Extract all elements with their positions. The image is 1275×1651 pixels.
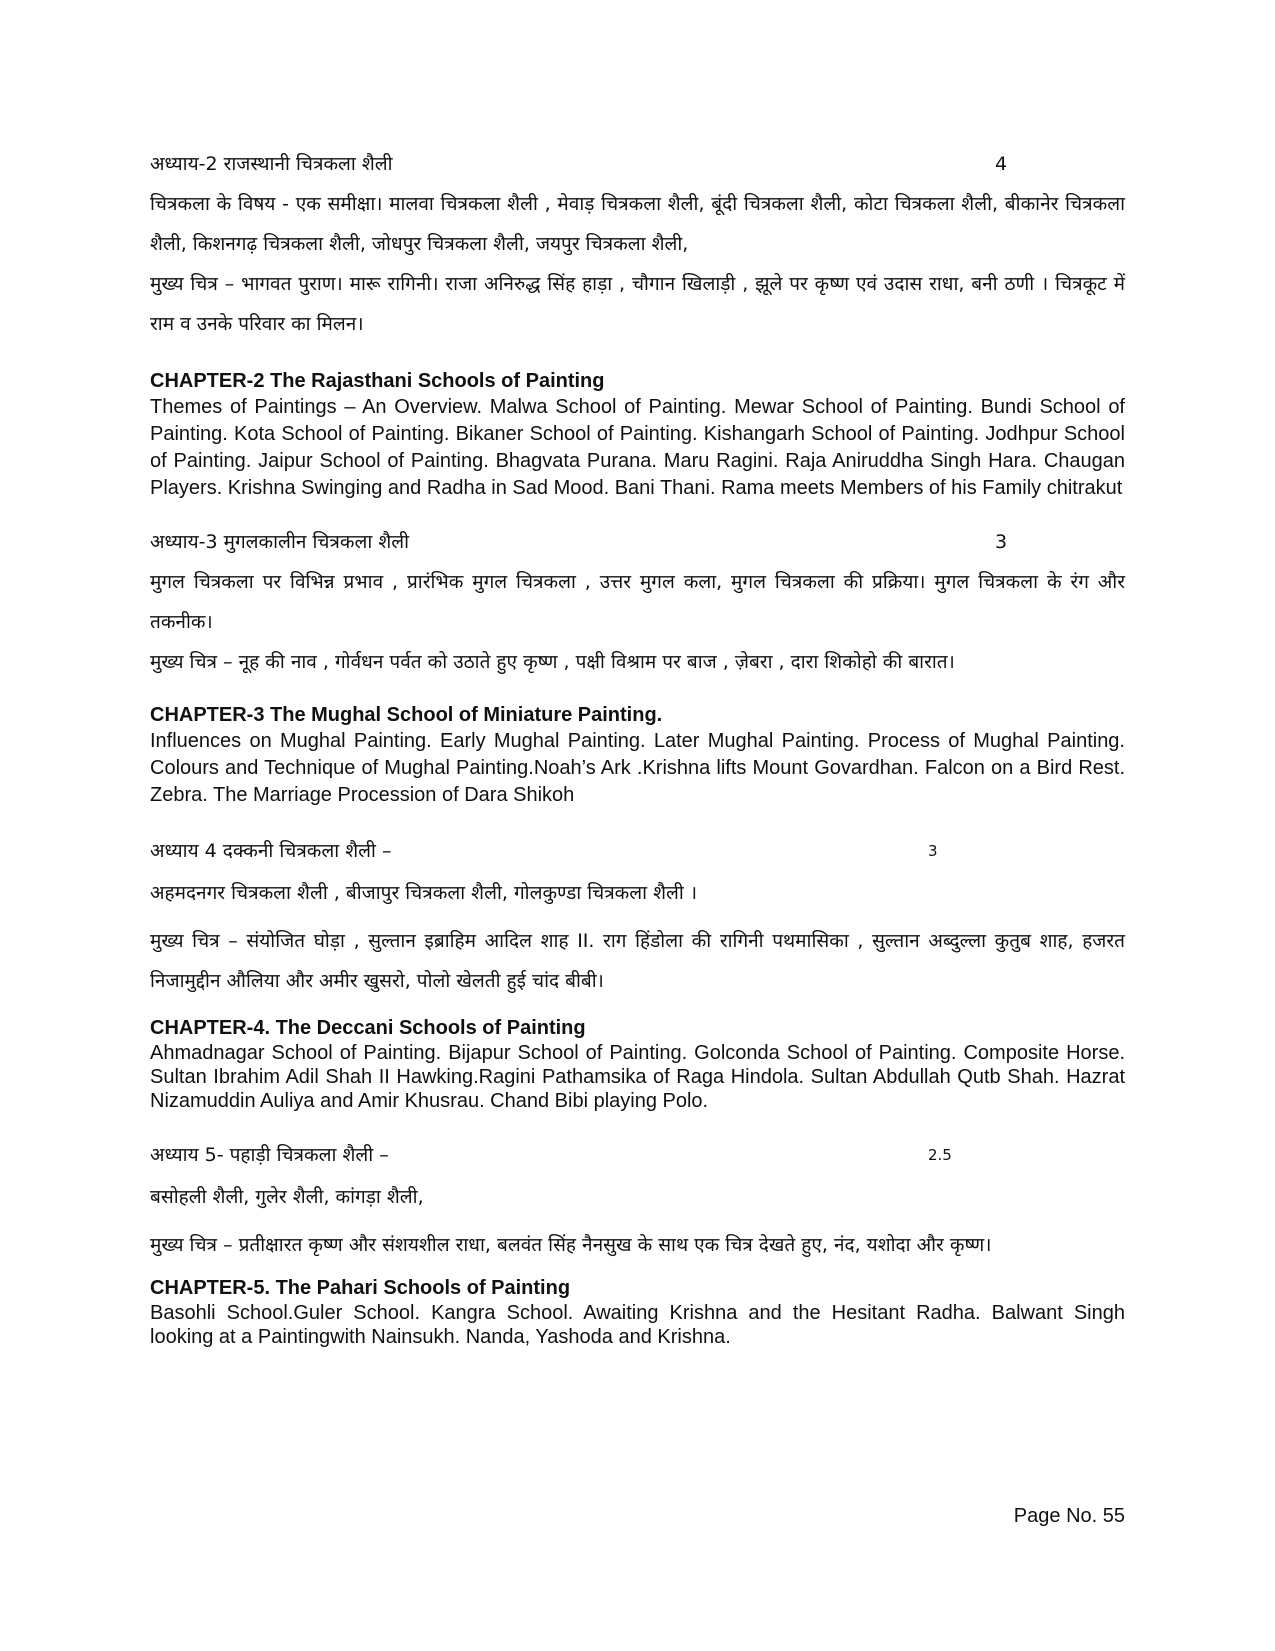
marks-value: 3 <box>928 842 938 860</box>
english-chapter-title: CHAPTER-2 The Rajasthani Schools of Painting <box>150 370 605 392</box>
english-chapter-text: Ahmadnagar School of Painting. Bijapur School of Painting. Golconda School of Painting. Composite Horse. Sultan Ibrahim Adil Shah II Hawking.Ragini Pathamsika of Raga Hindola. Sultan Abdullah Qutb Shah. Hazrat Nizamuddin Auliya and Amir Khusrau. Chand Bibi playing Polo. <box>150 1042 1125 1112</box>
english-chapter-title: CHAPTER-5. The Pahari Schools of Painting <box>150 1277 571 1299</box>
marks-value: 2.5 <box>928 1146 952 1164</box>
english-chapter-text: Basohli School.Guler School. Kangra School. Awaiting Krishna and the Hesitant Radha. Balwant Singh looking at a Paintingwith Nainsukh. Nanda, Yashoda and Krishna. <box>150 1302 1125 1348</box>
hindi-chapter-heading <box>150 528 1125 556</box>
hindi-main-paintings: मुख्य चित्र – संयोजित घोड़ा , सुल्तान इब्राहिम आदिल शाह II. राग हिंडोला की रागिनी पथमासिका , सुल्तान अब्दुल्ला कुतुब शाह, हजरत निजामुद्दीन औलिया और अमीर खुसरो, पोलो खेलती हुई चांद बीबी। <box>150 930 1125 992</box>
hindi-topics: बसोहली शैली, गुलेर शैली, कांगड़ा शैली, <box>150 1186 424 1208</box>
marks-value: 4 <box>995 153 1008 175</box>
hindi-heading-text: अध्याय-3 मुगलकालीन चित्रकला शैली <box>150 531 410 553</box>
hindi-heading-text: अध्याय 4 दक्कनी चित्रकला शैली – <box>150 840 392 862</box>
chapter-4-section <box>150 837 1125 1113</box>
hindi-heading-text: अध्याय-2 राजस्थानी चित्रकला शैली <box>150 153 393 175</box>
hindi-chapter-heading <box>150 837 1125 865</box>
chapter-3-section <box>150 528 1125 809</box>
hindi-main-paintings: मुख्य चित्र – नूह की नाव , गोर्वधन पर्वत को उठाते हुए कृष्ण , पक्षी विश्राम पर बाज , ज़ेबरा , दारा शिकोहो की बारात। <box>150 651 955 673</box>
marks-value: 3 <box>995 531 1008 553</box>
chapter-2-section <box>150 150 1125 502</box>
english-chapter-text: Influences on Mughal Painting. Early Mughal Painting. Later Mughal Painting. Process of Mughal Painting. Colours and Technique of Mughal Painting.Noah’s Ark .Krishna lifts Mount Govardhan. Falcon on a Bird Rest. Zebra. The Marriage Procession of Dara Shikoh <box>150 730 1125 806</box>
hindi-heading-text: अध्याय 5- पहाड़ी चित्रकला शैली – <box>150 1144 389 1166</box>
hindi-chapter-heading <box>150 1141 1125 1169</box>
chapter-5-section <box>150 1141 1125 1349</box>
page-number: Page No. 55 <box>1013 1505 1125 1527</box>
hindi-topics: मुगल चित्रकला पर विभिन्न प्रभाव , प्रारंभिक मुगल चित्रकला , उत्तर मुगल कला, मुगल चित्रकला की प्रक्रिया। मुगल चित्रकला के रंग और तकनीक। <box>150 571 1125 633</box>
page-content <box>150 150 1125 1349</box>
hindi-main-paintings: मुख्य चित्र – प्रतीक्षारत कृष्ण और संशयशील राधा, बलवंत सिंह नैनसुख के साथ एक चित्र देखते हुए, नंद, यशोदा और कृष्ण। <box>150 1234 992 1256</box>
hindi-main-paintings: मुख्य चित्र – भागवत पुराण। मारू रागिनी। राजा अनिरुद्ध सिंह हाड़ा , चौगान खिलाड़ी , झूले पर कृष्ण एवं उदास राधा, बनी ठणी । चित्रकूट में राम व उनके परिवार का मिलन। <box>150 273 1125 335</box>
english-chapter-title: CHAPTER-4. The Deccani Schools of Painting <box>150 1017 586 1039</box>
hindi-topics: अहमदनगर चित्रकला शैली , बीजापुर चित्रकला शैली, गोलकुण्डा चित्रकला शैली । <box>150 882 698 904</box>
english-chapter-title: CHAPTER-3 The Mughal School of Miniature Painting. <box>150 704 663 726</box>
hindi-topics: चित्रकला के विषय - एक समीक्षा। मालवा चित्रकला शैली , मेवाड़ चित्रकला शैली, बूंदी चित्रकला शैली, कोटा चित्रकला शैली, बीकानेर चित्रकला शैली, किशनगढ़ चित्रकला शैली, जोधपुर चित्रकला शैली, जयपुर चित्रकला शैली, <box>150 193 1125 255</box>
english-chapter-text: Themes of Paintings – An Overview. Malwa School of Painting. Mewar School of Painting. Bundi School of Painting. Kota School of Painting. Bikaner School of Painting. Kishangarh School of Painting. Jodhpur School of Painting. Jaipur School of Painting. Bhagvata Purana. Maru Ragini. Raja Aniruddha Singh Hara. Chaugan Players. Krishna Swinging and Radha in Sad Mood. Bani Thani. Rama meets Members of his Family chitrakut <box>150 396 1125 499</box>
hindi-chapter-heading <box>150 150 1125 178</box>
